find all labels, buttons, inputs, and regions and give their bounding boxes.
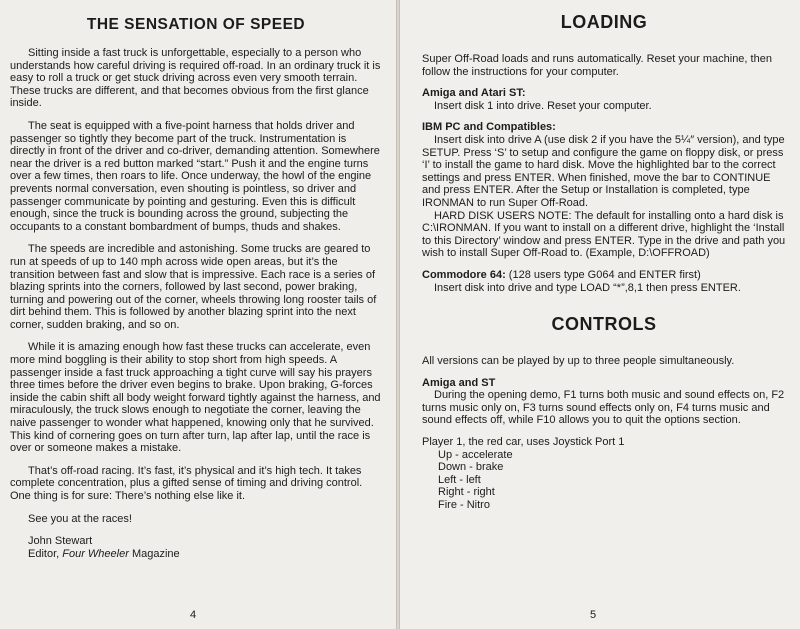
page-number: 4	[190, 609, 197, 621]
page-number: 5	[590, 609, 597, 621]
loading-title: LOADING	[560, 12, 648, 32]
amiga-st-section	[422, 377, 786, 427]
ibm-section	[422, 121, 786, 260]
signature-title	[28, 548, 382, 561]
section-note: HARD DISK USERS NOTE: The default for installing onto a hard disk is C:\IRONMAN. If you want to install on a different drive, highlight the ‘Install to this Directory’ window and press ENTER. Type in the drive and path you wish to install Super Off-Road to. (Example, D:\OFFROAD)	[422, 209, 786, 260]
section-heading: IBM PC and Compatibles:	[422, 121, 556, 134]
left-page-title: THE SENSATION OF SPEED	[86, 16, 306, 33]
control-item: Fire - Nitro	[438, 499, 490, 512]
paragraph: Sitting inside a fast truck is unforgettable, especially to a person who understands how careful driving is required off-road. In an ordinary truck it is easy to roll a truck or get stuck driving across even very smooth terrain. These trucks are different, and that becomes obvious from the first glance inside.	[10, 47, 381, 110]
section-heading: Commodore 64:	[422, 268, 506, 281]
signature-name: John Stewart	[28, 535, 93, 548]
paragraph: The speeds are incredible and astonishing. Some trucks are geared to run at speeds of up to 140 mph across wide open areas, but it’s the transition between fast and slow that is impressive. Each race is a series of blazing sprints into the corners, followed by last second, power braking, turning and powering out of the corner, wheels throwing long rooster tails of dirt behind them. This is followed by another blazing sprint into the next corner, sudden braking, and so on.	[10, 243, 377, 331]
paragraph: The seat is equipped with a five-point harness that holds driver and passenger so tightly they become part of the truck. Instrumentation is directly in front of the driver and co-driver, demanding attention. Somewhere near the driver is a red button marked “start.” Push it and the engine turns over a few times, then roars to life. Once underway, the howl of the engine prevents normal conversation, even shouting is pointless, so driver and passenger communicate by pointing and gesturing. Even this is difficult enough, since the truck is bounding across the ground, subjecting the occupants to a constant bombardment of bumps, thuds and shakes.	[10, 119, 380, 233]
section-text: Insert disk into drive A (use disk 2 if you have the 5¼″ version), and type SETUP. Press ‘S’ to setup and configure the game on floppy disk, or press ‘I’ to install the game to hard disk. Move the highlighted bar to the correct settings and press ENTER. When finished, move the bar to CONTINUE and press ENTER. After the Setup or Installation is completed, type IRONMAN to run Super Off-Road.	[422, 133, 785, 209]
control-item: Up - accelerate	[438, 448, 513, 461]
player1-controls	[438, 449, 786, 512]
controls-intro: All versions can be played by up to three people simultaneously.	[422, 355, 735, 368]
control-item: Right - right	[438, 486, 495, 499]
section-heading: Amiga and ST	[422, 376, 496, 389]
paragraph: That’s off-road racing. It’s fast, it’s physical and it’s high tech. It takes complete concentration, plus a gifted sense of timing and driving control. One thing is for sure: There’s nothing else like it.	[10, 464, 363, 502]
paragraph: See you at the races!	[28, 512, 132, 525]
control-item: Left - left	[438, 473, 481, 486]
section-heading: Amiga and Atari ST:	[422, 87, 526, 100]
signature-magazine: Four Wheeler	[62, 547, 129, 560]
controls-title: CONTROLS	[551, 314, 657, 335]
right-page	[400, 0, 800, 629]
section-heading-rest: (128 users type G064 and ENTER first)	[505, 268, 701, 281]
section-text: During the opening demo, F1 turns both music and sound effects on, F2 turns music only on, F3 turns sound effects only on, F4 turns music and sound effects off, while F10 allows you to quit the options section.	[422, 389, 785, 427]
signature-title-suffix: Magazine	[128, 547, 180, 560]
player1-text: Player 1, the red car, uses Joystick Port 1	[422, 436, 625, 449]
c64-section	[422, 269, 786, 294]
amiga-atari-section	[422, 87, 786, 112]
loading-intro: Super Off-Road loads and runs automatically. Reset your machine, then follow the instructions for your computer.	[422, 53, 772, 78]
section-text: Insert disk 1 into drive. Reset your computer.	[434, 99, 652, 112]
c64-heading-line	[422, 269, 786, 282]
control-item: Down - brake	[438, 461, 504, 474]
left-page	[0, 0, 396, 629]
signature-title-prefix: Editor,	[28, 547, 63, 560]
paragraph: While it is amazing enough how fast these trucks can accelerate, even more mind boggling is their ability to stop short from high speeds. A passenger inside a fast truck approaching a tight curve will say his prayers three times before the driver even begins to brake. Upon braking, G-forces inside the cabin shift all body weight forward tightly against the harness, and miraculously, the truck slows enough to negotiate the corner, leaving the naive passenger to wonder what happened, knowing only that he survived. This kind of cornering goes on turn after turn, lap after lap, until the race is over or someone makes a mistake.	[10, 341, 381, 455]
section-text: Insert disk into drive and type LOAD “*”,8,1 then press ENTER.	[434, 281, 741, 294]
